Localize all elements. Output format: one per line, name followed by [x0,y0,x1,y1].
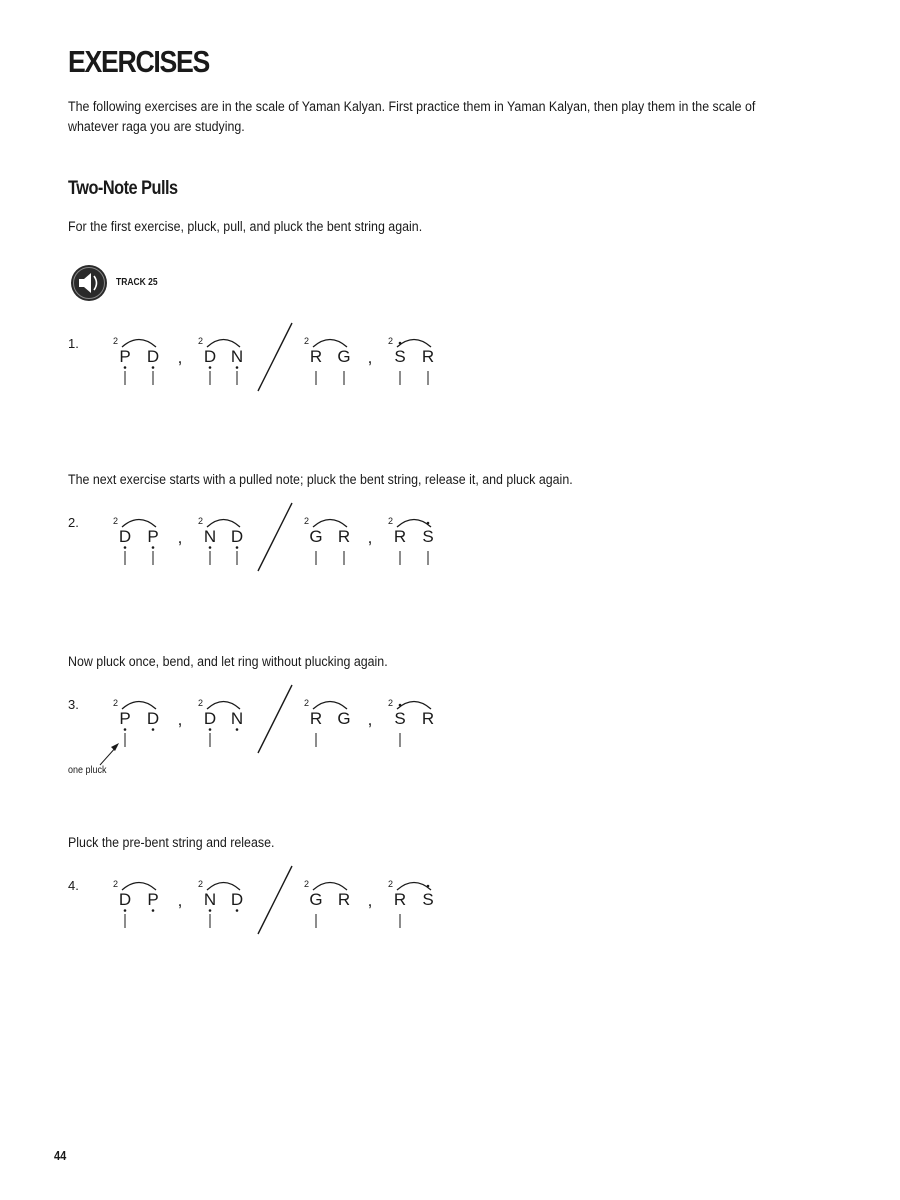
phrase-comma: , [367,710,373,729]
lower-octave-dot [124,546,127,549]
note-letter: R [337,527,351,546]
bend-amount: 2 [388,336,394,346]
slur-arc [207,340,240,348]
exercise-1-instruction: For the first exercise, pluck, pull, and pluck the bent string again. [68,219,423,234]
lower-octave-dot [236,366,239,369]
phrase-divider [258,685,292,753]
slur-arc [313,702,347,710]
note-letter: N [230,709,244,728]
note-letter: D [118,890,132,909]
arrow-icon [95,740,125,768]
note-letter: N [203,890,217,909]
note-letter: R [309,709,323,728]
bend-amount: 2 [198,336,204,346]
upper-octave-dot [399,704,402,707]
upper-octave-dot [427,522,430,525]
bend-amount: 2 [198,516,204,526]
phrase-divider [258,503,292,571]
slur-arc [122,340,156,348]
slur-arc [122,883,156,891]
note-letter: P [119,709,131,728]
phrase-comma: , [177,528,183,547]
note-letter: D [146,709,160,728]
lower-octave-dot [209,909,212,912]
lower-octave-dot [236,546,239,549]
bend-amount: 2 [113,879,119,889]
lower-octave-dot [209,728,212,731]
exercise-number: 2. [68,515,79,530]
note-letter: S [394,709,406,728]
lower-octave-dot [124,909,127,912]
exercise-number: 3. [68,697,79,712]
note-letter: N [203,527,217,546]
lower-octave-dot [124,728,127,731]
track-label: TRACK 25 [116,277,158,288]
slur-arc [397,520,431,528]
slur-arc [122,702,156,710]
exercise-4-notation [0,863,460,943]
upper-octave-dot [427,885,430,888]
bend-amount: 2 [113,516,119,526]
intro-line-1: The following exercises are in the scale of Yaman Kalyan. First practice them in Yaman Kalyan, then play them in the scale of [68,99,756,114]
slur-arc [122,520,156,528]
lower-octave-dot [236,909,239,912]
intro-paragraph [68,97,755,137]
bend-amount: 2 [388,879,394,889]
bend-amount: 2 [388,698,394,708]
note-letter: D [203,709,217,728]
note-letter: G [309,527,323,546]
note-letter: G [337,347,351,366]
slur-arc [313,340,347,348]
lower-octave-dot [209,366,212,369]
note-letter: R [421,709,435,728]
phrase-comma: , [367,528,373,547]
intro-line-2: whatever raga you are studying. [68,119,245,134]
note-letter: P [147,527,159,546]
bend-amount: 2 [304,516,310,526]
page-number: 44 [54,1148,67,1163]
lower-octave-dot [152,728,155,731]
exercise-3-instruction: Now pluck once, bend, and let ring without plucking again. [68,654,388,669]
note-letter: R [393,527,407,546]
note-letter: N [230,347,244,366]
bend-amount: 2 [304,879,310,889]
upper-octave-dot [399,342,402,345]
slur-arc [397,883,431,891]
bend-amount: 2 [304,336,310,346]
note-letter: R [421,347,435,366]
exercise-2-instruction: The next exercise starts with a pulled note; pluck the bent string, release it, and pluck again. [68,472,573,487]
lower-octave-dot [152,546,155,549]
slur-arc [313,883,347,891]
exercise-1-notation [0,320,460,400]
lower-octave-dot [236,728,239,731]
note-letter: R [393,890,407,909]
page-title: EXERCISES [68,44,209,79]
lower-octave-dot [124,366,127,369]
note-letter: G [337,709,351,728]
phrase-comma: , [177,891,183,910]
phrase-comma: , [177,710,183,729]
bend-amount: 2 [113,336,119,346]
exercise-number: 1. [68,336,79,351]
note-letter: S [422,890,434,909]
exercise-3-notation [0,682,460,762]
note-letter: D [230,527,244,546]
note-letter: P [119,347,131,366]
exercise-number: 4. [68,878,79,893]
note-letter: R [309,347,323,366]
bend-amount: 2 [113,698,119,708]
note-letter: P [147,890,159,909]
lower-octave-dot [152,366,155,369]
exercise-2-notation [0,500,460,580]
note-letter: G [309,890,323,909]
slur-arc [207,883,240,891]
one-pluck-label: one pluck [68,765,107,776]
phrase-comma: , [177,348,183,367]
slur-arc [207,520,240,528]
note-letter: D [203,347,217,366]
slur-arc [397,702,431,710]
section-title: Two-Note Pulls [68,178,178,199]
phrase-comma: , [367,891,373,910]
note-letter: S [422,527,434,546]
phrase-divider [258,866,292,934]
bend-amount: 2 [198,698,204,708]
note-letter: R [337,890,351,909]
exercise-4-instruction: Pluck the pre-bent string and release. [68,835,275,850]
bend-amount: 2 [198,879,204,889]
note-letter: D [118,527,132,546]
bend-amount: 2 [304,698,310,708]
speaker-icon[interactable] [70,264,108,302]
lower-octave-dot [152,909,155,912]
note-letter: D [146,347,160,366]
note-letter: D [230,890,244,909]
slur-arc [397,340,431,348]
bend-amount: 2 [388,516,394,526]
lower-octave-dot [209,546,212,549]
phrase-comma: , [367,348,373,367]
note-letter: S [394,347,406,366]
phrase-divider [258,323,292,391]
slur-arc [207,702,240,710]
slur-arc [313,520,347,528]
